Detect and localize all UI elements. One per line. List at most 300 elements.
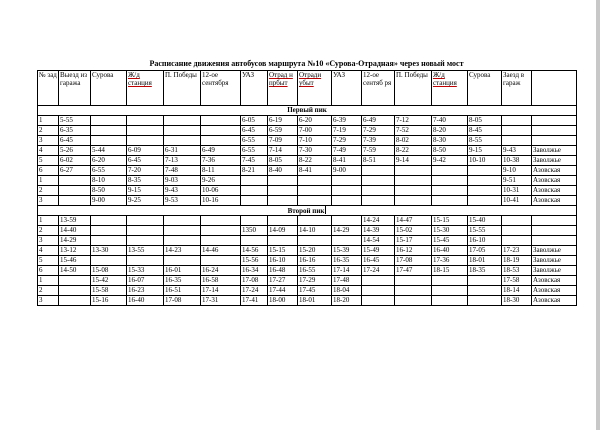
table-cell [164,136,201,146]
table-cell: 15-20 [298,246,332,256]
table-cell: 17-08 [241,276,268,286]
table-cell [268,196,298,206]
table-cell: 14-24 [362,216,395,226]
table-cell [502,216,532,226]
table-cell: 8-50 [432,146,468,156]
table-row [38,226,577,236]
table-cell: 6-05 [241,116,268,126]
table-cell [127,236,164,246]
table-cell [362,276,395,286]
table-cell [164,216,201,226]
table-cell: 7-40 [432,116,468,126]
table-cell: 5-55 [59,116,91,126]
column-header: Сурова [91,71,127,106]
table-cell: 16-48 [268,266,298,276]
table-cell: 7-12 [395,116,432,126]
section-title-text: Первый пик [287,106,327,114]
table-cell: 6-49 [362,116,395,126]
table-cell [468,286,502,296]
table-cell: 8-40 [268,166,298,176]
schedule-table [37,70,577,306]
table-row [38,266,577,276]
table-cell [268,216,298,226]
table-cell: 6-45 [127,156,164,166]
table-cell: 15-42 [91,276,127,286]
table-cell: 15-16 [91,296,127,306]
table-cell: 16-10 [268,256,298,266]
table-cell: 9-00 [91,196,127,206]
table-cell: 7-10 [298,136,332,146]
table-cell: 14-50 [59,266,91,276]
table-row [38,176,577,186]
table-cell: 16-35 [332,256,362,266]
table-cell: 16-40 [432,246,468,256]
table-cell [332,236,362,246]
task-number-cell: 5 [38,256,59,266]
task-number-cell: 5 [38,156,59,166]
table-cell [502,236,532,246]
table-cell [502,126,532,136]
table-row [38,246,577,256]
table-cell [298,176,332,186]
table-cell [332,186,362,196]
table-cell: 15-17 [395,236,432,246]
table-cell: 7-30 [298,146,332,156]
table-cell [91,126,127,136]
table-cell: 9-10 [502,166,532,176]
table-cell [127,126,164,136]
table-cell [164,126,201,136]
table-cell: 6-45 [241,126,268,136]
table-cell: 13-30 [91,246,127,256]
table-cell: 14-39 [362,226,395,236]
table-cell: 8-55 [468,136,502,146]
column-header: Отрад н прбыт [268,71,298,106]
table-cell [127,226,164,236]
table-cell [395,276,432,286]
table-cell [362,196,395,206]
table-cell: 6-27 [59,166,91,176]
table-cell [127,256,164,266]
table-cell: 17-31 [201,296,241,306]
table-cell [298,186,332,196]
table-row [38,166,577,176]
table-cell [59,176,91,186]
table-cell: 17-05 [468,246,502,256]
table-cell: 15-58 [91,286,127,296]
table-cell: 15-39 [332,246,362,256]
task-number-cell: 1 [38,276,59,286]
table-cell [532,236,577,246]
table-row [38,156,577,166]
column-header: УАЗ [332,71,362,106]
table-row [38,186,577,196]
table-cell: 9-51 [502,176,532,186]
table-row [38,296,577,306]
table-cell: 6-55 [241,136,268,146]
table-cell: Заволжье [532,246,577,256]
column-header: 12-ое сентября [201,71,241,106]
table-cell [298,196,332,206]
table-cell [201,226,241,236]
table-cell: 9-25 [127,196,164,206]
table-cell: 7-48 [164,166,201,176]
task-number-cell: 6 [38,266,59,276]
task-number-cell: 1 [38,176,59,186]
table-cell [268,186,298,196]
table-cell: 6-55 [91,166,127,176]
table-cell [395,186,432,196]
table-cell [91,116,127,126]
table-cell: 14-29 [59,236,91,246]
table-cell: 18-04 [332,286,362,296]
table-cell: 16-51 [164,286,201,296]
table-cell: 16-12 [395,246,432,256]
table-cell: 7-09 [268,136,298,146]
table-cell: 18-35 [468,266,502,276]
task-number-cell: 3 [38,136,59,146]
document-title: Расписание движения автобусов маршрута №10 «Сурова-Отрадная» через новый мост [149,59,464,68]
table-cell [91,226,127,236]
table-cell: 9-14 [395,156,432,166]
table-cell: 8-22 [298,156,332,166]
table-cell [362,186,395,196]
table-cell: 7-00 [298,126,332,136]
table-cell: 17-44 [268,286,298,296]
table-cell [395,286,432,296]
table-cell: 17-23 [502,246,532,256]
table-cell [164,236,201,246]
table-cell [298,216,332,226]
table-cell: 9-26 [201,176,241,186]
table-cell [59,276,91,286]
table-cell: 5-44 [91,146,127,156]
table-cell [241,176,268,186]
table-cell: 15-33 [127,266,164,276]
table-cell: 13-59 [59,216,91,226]
column-header: Ж/д станция [127,71,164,106]
table-cell: Азовская [532,166,577,176]
table-cell: 7-36 [201,156,241,166]
table-cell: 17-48 [332,276,362,286]
table-cell: Заволжье [532,146,577,156]
task-number-cell: 1 [38,116,59,126]
table-row [38,286,577,296]
table-cell: 6-09 [127,146,164,156]
table-cell: 17-14 [201,286,241,296]
column-header: УАЗ [241,71,268,106]
table-cell [268,236,298,246]
table-cell: 8-41 [298,166,332,176]
table-cell: 10-41 [502,196,532,206]
table-cell: Заволжье [532,156,577,166]
column-header: Ж/д станция [432,71,468,106]
table-cell [432,296,468,306]
table-cell: 10-38 [502,156,532,166]
column-header: 12-ое сентяб ря [362,71,395,106]
table-cell [395,196,432,206]
table-cell: 15-15 [268,246,298,256]
table-cell [91,216,127,226]
table-cell [241,216,268,226]
table-cell [332,196,362,206]
table-row [38,116,577,126]
table-cell: 14-29 [332,226,362,236]
table-cell [201,256,241,266]
table-cell [91,136,127,146]
table-cell [59,186,91,196]
table-cell [468,166,502,176]
table-cell: 6-45 [59,136,91,146]
table-cell [164,116,201,126]
table-cell: Азовская [532,286,577,296]
table-cell: 15-55 [468,226,502,236]
table-cell: 8-51 [362,156,395,166]
table-cell: 14-23 [164,246,201,256]
table-cell: 16-34 [241,266,268,276]
table-cell: 7-13 [164,156,201,166]
table-cell: 9-15 [468,146,502,156]
table-cell: 14-09 [268,226,298,236]
table-cell: 15-56 [241,256,268,266]
table-cell: 7-49 [332,146,362,156]
table-cell: 16-35 [164,276,201,286]
table-cell: Заволжье [532,256,577,266]
table-cell: 16-40 [127,296,164,306]
table-cell [502,116,532,126]
table-cell: 6-20 [91,156,127,166]
table-cell: 17-27 [268,276,298,286]
table-cell: 17-45 [298,286,332,296]
table-cell: 16-45 [362,256,395,266]
table-cell: 10-06 [201,186,241,196]
table-cell [362,296,395,306]
table-cell [201,136,241,146]
table-row [38,126,577,136]
table-cell: 15-15 [432,216,468,226]
table-cell: 18-15 [432,266,468,276]
table-cell: 8-35 [127,176,164,186]
table-cell: 6-02 [59,156,91,166]
table-cell [332,176,362,186]
table-cell [395,296,432,306]
table-cell: 6-49 [201,146,241,156]
table-cell [362,286,395,296]
table-cell: 7-52 [395,126,432,136]
table-cell: 6-35 [59,126,91,136]
table-cell: 6-59 [268,126,298,136]
table-cell [468,296,502,306]
table-cell: 7-20 [127,166,164,176]
table-cell: 13-12 [59,246,91,256]
table-cell: 8-10 [91,176,127,186]
table-cell [502,136,532,146]
table-cell: 15-08 [91,266,127,276]
table-cell [127,216,164,226]
task-number-cell: 6 [38,166,59,176]
table-cell [468,196,502,206]
table-cell: 14-47 [395,216,432,226]
table-cell: 7-14 [268,146,298,156]
task-number-cell: 2 [38,286,59,296]
table-cell [432,196,468,206]
table-cell [395,166,432,176]
table-cell: 7-39 [362,136,395,146]
task-number-cell: 4 [38,246,59,256]
table-cell: 8-21 [241,166,268,176]
table-cell: 16-58 [201,276,241,286]
table-row [38,146,577,156]
table-cell: 15-40 [468,216,502,226]
table-cell [268,176,298,186]
column-header: № зад [38,71,59,106]
table-cell: 8-05 [468,116,502,126]
table-cell: 8-22 [395,146,432,156]
table-row [38,256,577,266]
page-edge [596,0,600,430]
table-cell: 15-02 [395,226,432,236]
table-cell: 9-00 [332,166,362,176]
table-cell [164,226,201,236]
table-cell: 16-07 [127,276,164,286]
task-number-cell: 2 [38,226,59,236]
column-header: Отради убыт [298,71,332,106]
table-cell: 7-29 [332,136,362,146]
table-cell: 15-45 [432,236,468,246]
task-number-cell: 1 [38,216,59,226]
table-cell [432,176,468,186]
table-cell: 8-05 [268,156,298,166]
section-header-row [38,106,577,116]
table-cell [241,196,268,206]
table-cell [432,186,468,196]
table-cell [164,256,201,266]
table-cell: 16-24 [201,266,241,276]
table-cell: 15-30 [432,226,468,236]
table-cell: 17-29 [298,276,332,286]
section-title [38,206,577,216]
table-cell [532,126,577,136]
table-row [38,236,577,246]
table-cell: 8-41 [332,156,362,166]
table-cell: 18-14 [502,286,532,296]
table-cell: 7-45 [241,156,268,166]
table-cell: 8-11 [201,166,241,176]
table-cell: 14-56 [241,246,268,256]
table-cell [201,116,241,126]
column-header: Заезд в гараж [502,71,532,106]
table-cell: 7-29 [362,126,395,136]
table-cell: 8-20 [432,126,468,136]
column-header: Выезд из гаража [59,71,91,106]
table-cell: 15-49 [362,246,395,256]
table-cell: 17-36 [432,256,468,266]
table-cell: Заволжье [532,266,577,276]
table-cell [395,176,432,186]
table-cell [502,226,532,236]
task-number-cell: 4 [38,146,59,156]
table-cell: 17-47 [395,266,432,276]
table-cell: 9-15 [127,186,164,196]
table-cell: 7-19 [332,126,362,136]
table-cell [332,216,362,226]
table-cell: 14-10 [298,226,332,236]
table-cell [532,116,577,126]
table-cell [201,216,241,226]
table-cell: 10-31 [502,186,532,196]
table-cell: 13-55 [127,246,164,256]
table-cell [532,136,577,146]
table-cell: 16-10 [468,236,502,246]
table-cell: 16-16 [298,256,332,266]
table-cell: 6-31 [164,146,201,156]
table-cell: 17-24 [241,286,268,296]
table-row [38,276,577,286]
text-cursor [325,206,326,214]
table-cell [432,276,468,286]
table-cell: 15-46 [59,256,91,266]
table-row [38,216,577,226]
table-cell [532,216,577,226]
task-number-cell: 3 [38,296,59,306]
table-cell: Азовская [532,196,577,206]
column-header [532,71,577,106]
table-cell: 10-16 [201,196,241,206]
section-title-text: Второй пик [287,207,325,215]
task-number-cell: 3 [38,236,59,246]
table-cell [201,236,241,246]
table-cell: 7-59 [362,146,395,156]
table-cell: 9-03 [164,176,201,186]
task-number-cell: 2 [38,186,59,196]
table-cell: 17-41 [241,296,268,306]
table-cell: Азовская [532,276,577,286]
table-cell: 18-01 [468,256,502,266]
table-cell: 9-43 [502,146,532,156]
table-cell: 14-54 [362,236,395,246]
table-cell [432,166,468,176]
table-cell: 17-14 [332,266,362,276]
table-cell: 8-02 [395,136,432,146]
table-cell: 18-01 [298,296,332,306]
table-cell: 14-46 [201,246,241,256]
table-cell [532,226,577,236]
table-cell: 6-20 [298,116,332,126]
table-cell: 18-20 [332,296,362,306]
table-cell [241,236,268,246]
table-cell [298,236,332,246]
table-cell: 6-55 [241,146,268,156]
table-cell: 6-39 [332,116,362,126]
table-cell [59,196,91,206]
section-header-row [38,206,577,216]
table-cell: 8-30 [432,136,468,146]
task-number-cell: 2 [38,126,59,136]
section-title [38,106,577,116]
table-row [38,196,577,206]
table-row [38,136,577,146]
table-cell: 9-53 [164,196,201,206]
table-cell: Азовская [532,296,577,306]
column-header: П. Победы [164,71,201,106]
table-cell: 8-50 [91,186,127,196]
table-cell: 17-58 [502,276,532,286]
table-cell [201,126,241,136]
table-cell [59,296,91,306]
column-header: Сурова [468,71,502,106]
table-cell: 18-19 [502,256,532,266]
table-cell: 17-24 [362,266,395,276]
